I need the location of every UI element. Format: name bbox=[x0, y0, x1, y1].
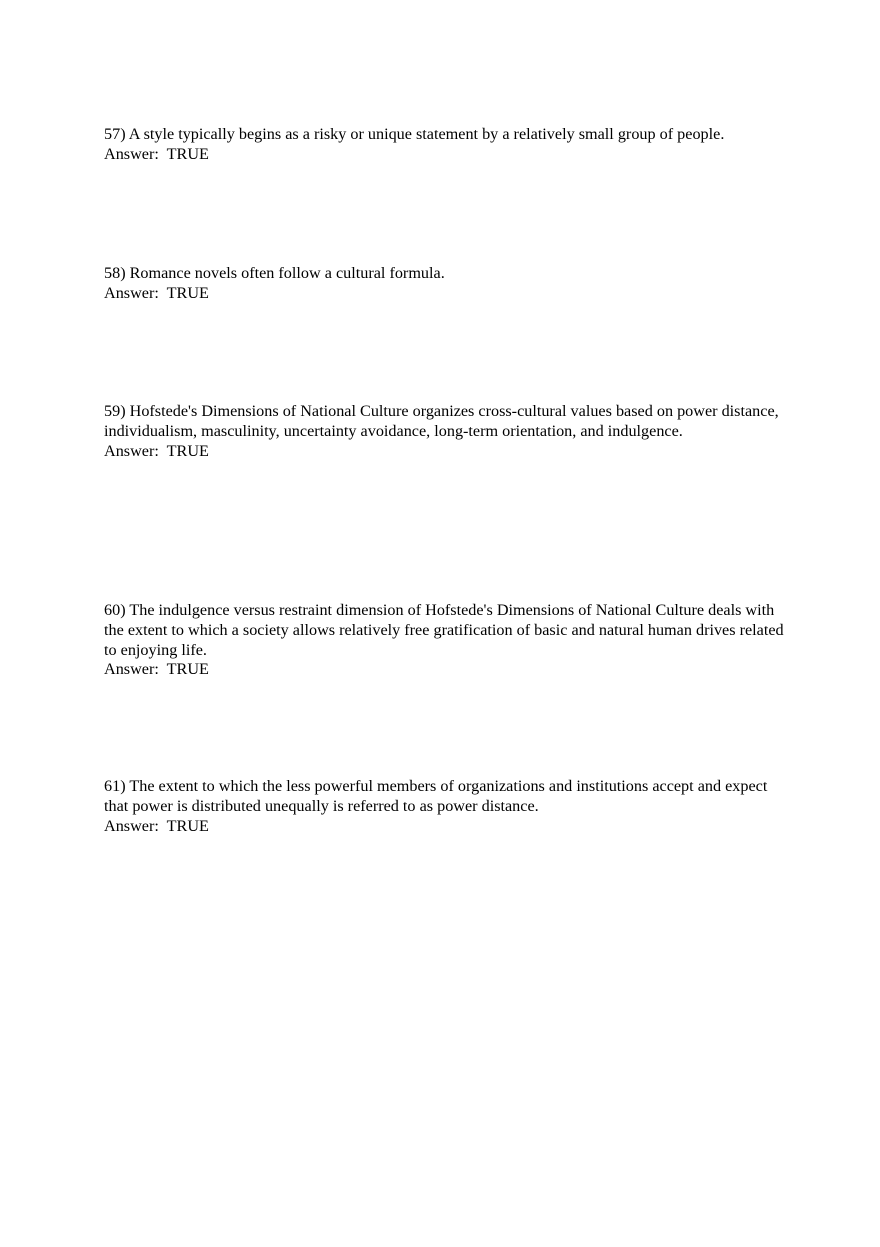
question-59 bbox=[104, 402, 784, 461]
question-58 bbox=[104, 264, 784, 304]
question-60 bbox=[104, 601, 788, 680]
question-61 bbox=[104, 777, 784, 836]
question-text: 60) The indulgence versus restraint dimension of Hofstede's Dimensions of National Culture deals with the extent to which a society allows relatively free gratification of basic and natural human drives related to enjoying life. bbox=[104, 601, 788, 659]
question-answer: Answer: TRUE bbox=[104, 283, 209, 302]
question-text: 61) The extent to which the less powerful members of organizations and institutions accept and expect that power is distributed unequally is referred to as power distance. bbox=[104, 777, 772, 815]
question-text: 58) Romance novels often follow a cultural formula. bbox=[104, 264, 445, 282]
question-57 bbox=[104, 125, 784, 165]
question-answer: Answer: TRUE bbox=[104, 660, 209, 679]
question-answer: Answer: TRUE bbox=[104, 144, 209, 163]
question-text: 59) Hofstede's Dimensions of National Culture organizes cross-cultural values based on power distance, individualism, masculinity, uncertainty avoidance, long-term orientation, and indulgence. bbox=[104, 402, 783, 440]
question-answer: Answer: TRUE bbox=[104, 441, 209, 460]
question-text: 57) A style typically begins as a risky or unique statement by a relatively small group of people. bbox=[104, 125, 725, 143]
question-answer: Answer: TRUE bbox=[104, 816, 209, 835]
